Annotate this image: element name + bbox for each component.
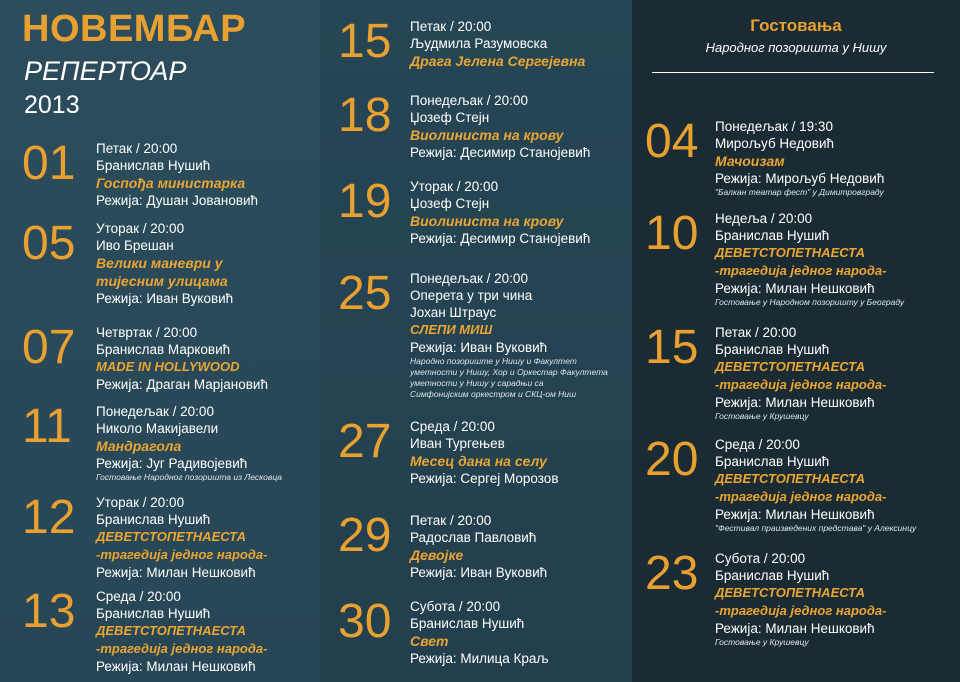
year-label: 2013 — [24, 91, 80, 119]
event-author: Бранислав Нушић — [715, 228, 830, 243]
event-when: Четвртак / 20:00 — [96, 325, 198, 340]
event-author: Бранислав Нушић — [715, 454, 830, 469]
event-director: Режија: Десимир Станојевић — [410, 145, 591, 160]
event-title: Виолиниста на крову — [410, 127, 564, 143]
event-day: 29 — [338, 509, 392, 562]
event-title: ДЕВЕТСТОПЕТНАЕСТА — [715, 585, 865, 600]
event-when: Уторак / 20:00 — [96, 495, 185, 510]
event-author: Џозеф Стејн — [410, 196, 490, 211]
event-title-line2: -трагедија једног народа- — [715, 377, 887, 392]
event-director: Режија: Сергеј Морозов — [410, 471, 559, 486]
event-director: Режија: Милан Нешковић — [715, 395, 875, 410]
event-director: Режија: Милан Нешковић — [715, 507, 875, 522]
event-title: Виолиниста на крову — [410, 213, 564, 229]
event-day: 01 — [22, 137, 76, 190]
event-author: Мирољуб Недовић — [715, 136, 834, 151]
event-title: ДЕВЕТСТОПЕТНАЕСТА — [715, 471, 865, 486]
event-when: Недеља / 20:00 — [715, 211, 813, 226]
event-note: Гостовање у Крушевцу — [715, 637, 809, 647]
event-when: Среда / 20:00 — [715, 437, 800, 452]
event-director: Режија: Драган Марјановић — [96, 377, 268, 392]
event-when: Субота / 20:00 — [715, 551, 806, 566]
guest-divider — [652, 72, 934, 73]
event-when: Петак / 20:00 — [715, 325, 797, 340]
event-title: ДЕВЕТСТОПЕТНАЕСТА — [96, 529, 246, 544]
event-director: Режија: Иван Вуковић — [410, 565, 548, 580]
event-author: Бранислав Нушић — [96, 158, 211, 173]
event-day: 27 — [338, 415, 392, 468]
event-when: Среда / 20:00 — [96, 589, 181, 604]
event-title: Свет — [410, 633, 449, 649]
event-when: Петак / 20:00 — [410, 513, 492, 528]
event-director: Режија: Милица Краљ — [410, 651, 549, 666]
event-director: Режија: Милан Нешковић — [96, 565, 256, 580]
event-author: Бранислав Нушић — [96, 512, 211, 527]
event-composer: Јохан Штраус — [410, 305, 497, 320]
event-title-line2: -трагедија једног народа- — [96, 641, 268, 656]
event-author: Бранислав Марковић — [96, 342, 231, 357]
event-when: Уторак / 20:00 — [410, 179, 499, 194]
event-day: 15 — [338, 15, 392, 68]
event-title-line2: -трагедија једног народа- — [96, 547, 268, 562]
event-when: Петак / 20:00 — [410, 19, 492, 34]
event-author: Џозеф Стејн — [410, 110, 490, 125]
event-day: 23 — [645, 547, 699, 600]
event-title: Велики маневри у — [96, 255, 223, 271]
event-director: Режија: Милан Нешковић — [96, 659, 256, 674]
event-when: Петак / 20:00 — [96, 141, 178, 156]
guest-title: Гостовања — [750, 16, 842, 35]
event-director: Режија: Милан Нешковић — [715, 281, 875, 296]
event-author: Људмила Разумовска — [410, 36, 548, 51]
event-day: 30 — [338, 595, 392, 648]
event-director: Режија: Десимир Станојевић — [410, 231, 591, 246]
event-day: 20 — [645, 433, 699, 486]
event-author: Бранислав Нушић — [715, 568, 830, 583]
event-title-line2: -трагедија једног народа- — [715, 263, 887, 278]
event-note: Гостовање у Народном позоришту у Београду — [715, 297, 905, 307]
event-author: Оперета у три чина — [410, 288, 533, 303]
event-note: уметности у Нишу, Хор и Оркестар Факултета — [410, 367, 608, 377]
event-when: Понедељак / 20:00 — [410, 271, 528, 286]
event-day: 13 — [22, 585, 76, 638]
event-director: Режија: Душан Јовановић — [96, 193, 259, 208]
event-director: Режија: Југ Радивојевић — [96, 456, 248, 471]
event-title: Мачоизам — [715, 153, 785, 169]
event-title: ДЕВЕТСТОПЕТНАЕСТА — [715, 359, 865, 374]
event-note: "Фестивал праизведених представа" у Алексинцу — [715, 523, 917, 533]
event-day: 07 — [22, 321, 76, 374]
event-director: Режија: Милан Нешковић — [715, 621, 875, 636]
event-day: 18 — [338, 89, 392, 142]
event-title: Месец дана на селу — [410, 453, 547, 469]
event-title: Драга Јелена Сергејевна — [410, 53, 586, 69]
repertoire-subtitle: РЕПЕРТОАР — [24, 56, 187, 86]
event-author: Николо Макијавели — [96, 421, 219, 436]
event-title: ДЕВЕТСТОПЕТНАЕСТА — [715, 245, 865, 260]
event-note: Гостовање у Крушевцу — [715, 411, 809, 421]
event-author: Бранислав Нушић — [410, 616, 525, 631]
event-title: Девојке — [410, 547, 464, 563]
event-when: Уторак / 20:00 — [96, 221, 185, 236]
event-title-line2: -трагедија једног народа- — [715, 603, 887, 618]
event-director: Режија: Иван Вуковић — [410, 340, 548, 355]
event-day: 12 — [22, 491, 76, 544]
event-title-line2: тијесним улицама — [96, 273, 228, 289]
event-day: 19 — [338, 175, 392, 228]
event-director: Режија: Мирољуб Недовић — [715, 171, 885, 186]
event-note: "Балкан театар фест" у Димитровграду — [715, 187, 884, 197]
event-day: 11 — [22, 400, 72, 453]
event-when: Понедељак / 20:00 — [410, 93, 528, 108]
event-title: ДЕВЕТСТОПЕТНАЕСТА — [96, 623, 246, 638]
event-note: Народно позориште у Нишу и Факултет — [410, 356, 577, 366]
month-title: НОВЕМБАР — [22, 8, 247, 50]
event-title: MADE IN HOLLYWOOD — [96, 359, 240, 374]
event-author: Бранислав Нушић — [715, 342, 830, 357]
event-title: СЛЕПИ МИШ — [410, 322, 493, 337]
event-title-line2: -трагедија једног народа- — [715, 489, 887, 504]
event-author: Иво Брешан — [96, 238, 174, 253]
event-director: Режија: Иван Вуковић — [96, 291, 234, 306]
event-day: 15 — [645, 321, 699, 374]
event-when: Среда / 20:00 — [410, 419, 495, 434]
event-day: 10 — [645, 207, 699, 260]
event-note: Гостовање Народног позоришта из Лесковца — [96, 472, 282, 482]
guest-subtitle: Народног позоришта у Нишу — [705, 40, 887, 55]
event-day: 05 — [22, 217, 76, 270]
event-day: 25 — [338, 267, 392, 320]
event-author: Иван Тургењев — [410, 436, 505, 451]
event-note: уметности у Нишу у сарадњи са — [410, 378, 544, 388]
event-title: Мандрагола — [96, 438, 182, 454]
event-when: Субота / 20:00 — [410, 599, 501, 614]
event-when: Понедељак / 19:30 — [715, 119, 833, 134]
event-note: Симфонијским оркестром и СКЦ-ом Ниш — [410, 389, 577, 399]
event-day: 04 — [645, 115, 699, 168]
event-title: Госпођа министарка — [96, 175, 246, 191]
event-when: Понедељак / 20:00 — [96, 404, 214, 419]
event-author: Бранислав Нушић — [96, 606, 211, 621]
event-author: Радослав Павловић — [410, 530, 537, 545]
